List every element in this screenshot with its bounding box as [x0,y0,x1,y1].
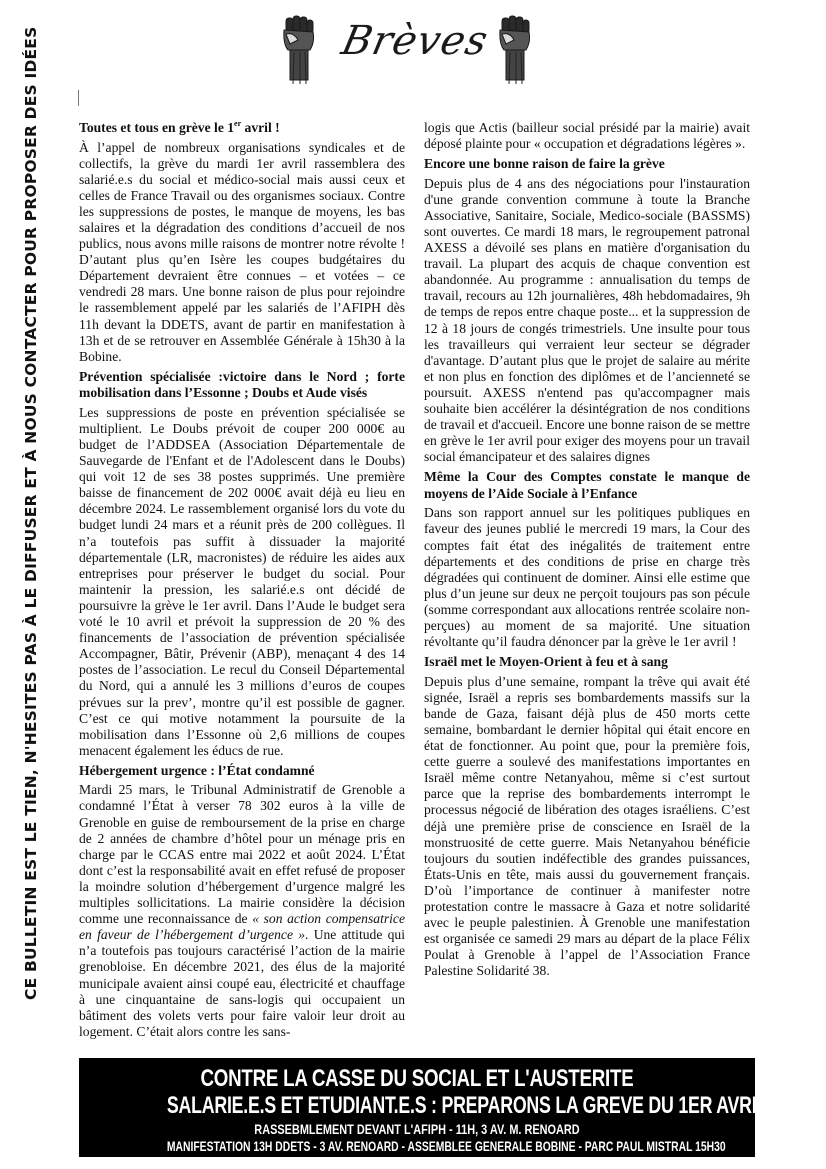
article-heading: Encore une bonne raison de faire la grève [424,156,665,172]
footer-line-2: SALARIE.E.S ET ETUDIANT.E.S : PREPARONS LA GREVE DU 1ER AVRIL [166,1092,768,1119]
quote: « son action compensatrice en faveur de l’hébergement d’urgence » [79,911,405,943]
page-title: Brèves [337,18,493,64]
article-body: Mardi 25 mars, le Tribunal Administratif de Grenoble a condamné l’État à verser 78 302 euros à la ville de Grenoble en guise de remboursement de la prise en charge de 2 années de chambre d’hôtel pour un ménage pris en charge par le CCAS entre mai 2022 et août 2024. L’État dont c’est la responsabilité avait en effet refusé de proposer la moindre solution d’hébergement d’urgence malgré les multiples sollicitations. La mairie considère la décision comme une reconnaissance de « son action compensatrice en faveur de l’hébergement d’urgence ». Une attitude qui n’a toutefois pas toujours caractérisé l’action de la mairie grenobloise. En décembre 2021, des élus de la majorité municipale avaient ainsi coupé eau, électricité et chauffage à une cinquantaine de sans-logis qui occupaient un bâtiment des volets verts pour faire valoir leur droit au logement. C’était alors contre les sans- [79,782,405,1039]
article-body: Les suppressions de poste en prévention spécialisée se multiplient. Le Doubs prévoit de couper 200 000€ au budget de l’ADDSEA (Association Départementale de Sauvegarde de l'Enfant et de l'Adolescent dans le Doubs) qui voit 12 de ses 38 postes supprimés. Une première baisse de financement de 202 000€ avait déjà eu lieu en décembre 2024. Le rassemblement organisé lors du vote du budget lundi 24 mars et a réunit près de 200 collègues. Il n’a toutefois pas suffit à dissuader la majorité départementale (LR, macronistes) de réduire les aides aux entreprises pour préserver le budget du social. Pour maintenir la pression, les salarié.e.s ont décidé de poursuivre la grève le 1er avril. Dans l’Aude le budget sera voté le 10 avril et prévoit la suppression de 20 % des financements de l’association de prévention spécialisée Accompagner, Bâtir, Prévenir (ABP), menaçant 4 des 14 postes de l’association. Le recul du Conseil Départemental du Nord, qui a annulé les 3 millions d’euros de coupes prévues sur la prev’, montre qu’il est possible de gagner. C’est ce qui motive notamment la poursuite de la mobilisation dans l’Essonne où 2,6 millions de coupes menacent également les éducs de rue. [79,404,405,758]
page-header [0,0,826,100]
article-heading: Même la Cour des Comptes constate le manque de moyens de l’Aide Sociale à l’Enfance [424,469,750,501]
footer-banner [79,1058,768,1157]
footer-line-4: MANIFESTATION 13H DDETS - 3 AV. RENOARD - ASSEMBLEE GENERALE BOBINE - PARC PAUL MISTRAL 15H30 [166,1138,726,1154]
text-cursor-mark [78,90,79,106]
article-body: Depuis plus d’une semaine, rompant la trêve qui avait été signée, Israël a repris ses bombardements massifs sur la bande de Gaza, faisant déjà plus de 450 morts cette semaine, bombardant le dernier hôpital qui était encore en état de fonctionner. Au point que, pour la première fois, cette guerre a soulevé des manifestations importantes en Israël même contre Netanyahou, même si c’est surtout parce que la reprise des bombardements interrompt le processus négocié de libération des otages israéliens. C’est déjà une première prise de conscience en Israël de la monstruosité de cette guerre. Mais Netanyahou bénéficie toujours du soutien indéfectible des grandes puissances, États-Unis en tête, mais aussi du gouvernement français. D’où l’importance de continuer à manifester notre protestation contre le massacre à Gaza et notre solidarité avec le peuple palestinien. À Grenoble une manifestation est organisée ce samedi 29 mars au départ de la place Félix Poulat à Grenoble à l’appel de l’Association France Palestine Solidarité 38. [424,673,750,979]
article-body-continued: logis que Actis (bailleur social présidé par la mairie) avait déposé plainte pour « occupation et dégradations légères ». [424,120,750,152]
raised-fist-icon [280,14,318,86]
article-heading: Israël met le Moyen-Orient à feu et à sang [424,654,668,670]
footer-line-3: RASSEBMLEMENT DEVANT L'AFIPH - 11H, 3 AV. M. RENOARD [254,1121,580,1137]
article-body: À l’appel de nombreux organisations syndicales et de collectifs, la grève du mardi 1er avril rassemblera des salarié.e.s du social et médico-social mais aussi ceux et celles de France Travail ou des organismes sociaux. Contre les suppressions de postes, le manque de moyens, les bas salaires et la dégradation des conditions d’accueil de nos publics, nous avons mille raisons de montrer notre révolte ! D’autant plus qu’en Isère les coupes budgétaires du Département devraient être connues – et votées – ce vendredi 28 mars. Une bonne raison de plus pour rejoindre le rassemblement appelé par les salariés de l’AFIPH dès 11h devant la DDETS, avant de partir en manifestation à 13h et de se retrouver en Assemblée Générale à 15h30 à la Bobine. [79,139,405,364]
article-heading: Prévention spécialisée :victoire dans le Nord ; forte mobilisation dans l’Essonne ; Doubs et Aude visés [79,368,405,401]
article-body: Dans son rapport annuel sur les politiques publiques en faveur des jeunes publié le mercredi 19 mars, la Cour des comptes fait état des inégalités de traitement entre départements et des conditions de prise en charge très dégradées qui continuent de dominer. Ainsi elle estime que plus d’un jeune sur deux ne perçoit toujours pas son pécule (somme correspondant aux allocations rentrée scolaire non-perçues) au moment de sa majorité. Une situation révoltante qu’il faudra dénoncer par la grève le 1er avril ! [424,505,750,650]
footer-line-1: CONTRE LA CASSE DU SOCIAL ET L'AUSTERITE [200,1065,634,1092]
article-body: Depuis plus de 4 ans des négociations pour l'instauration d'une grande convention commune à toute la Branche Associative, Sanitaire, Sociale, Medico-sociale (BASSMS) sont ouvertes. Ce mardi 18 mars, le regroupement patronal AXESS a dévoilé ses plans en matière d'organisation du travail. La plupart des acquis de chaque convention est abandonnée. Au programme : annualisation du temps de travail, recours au 12h journalières, 48h hebdomadaires, 9h de temps de repos entre chaque poste... et la suppression de 12 à 18 jours de congés trimestriels. Une insulte pour tous les travailleurs qui verraient leur secteur se dégrader d'avantage. D’autant plus que le projet de salaire au mérite et non plus en fonction des diplômes et de l’ancienneté se poursuit. AXESS n'entend pas qu'accompagner mais souhaite bien accélérer la désintégration de nos conditions de travail et d'accueil. Encore une bonne raison de se mettre en grève le 1er avril pour exiger des moyens pour un travail social émancipateur et des salaires dignes [424,175,750,465]
left-column [79,120,405,1044]
article-heading: Hébergement urgence : l’État condamné [79,762,315,778]
raised-fist-icon [496,14,534,86]
side-banner: CE BULLETIN EST LE TIEN, N'HESITES PAS À LE DIFFUSER ET À NOUS CONTACTER POUR PROPOSER DES IDÉES [22,26,40,1000]
right-column [424,120,750,984]
article-heading: Toutes et tous en grève le 1er avril ! [79,119,280,135]
